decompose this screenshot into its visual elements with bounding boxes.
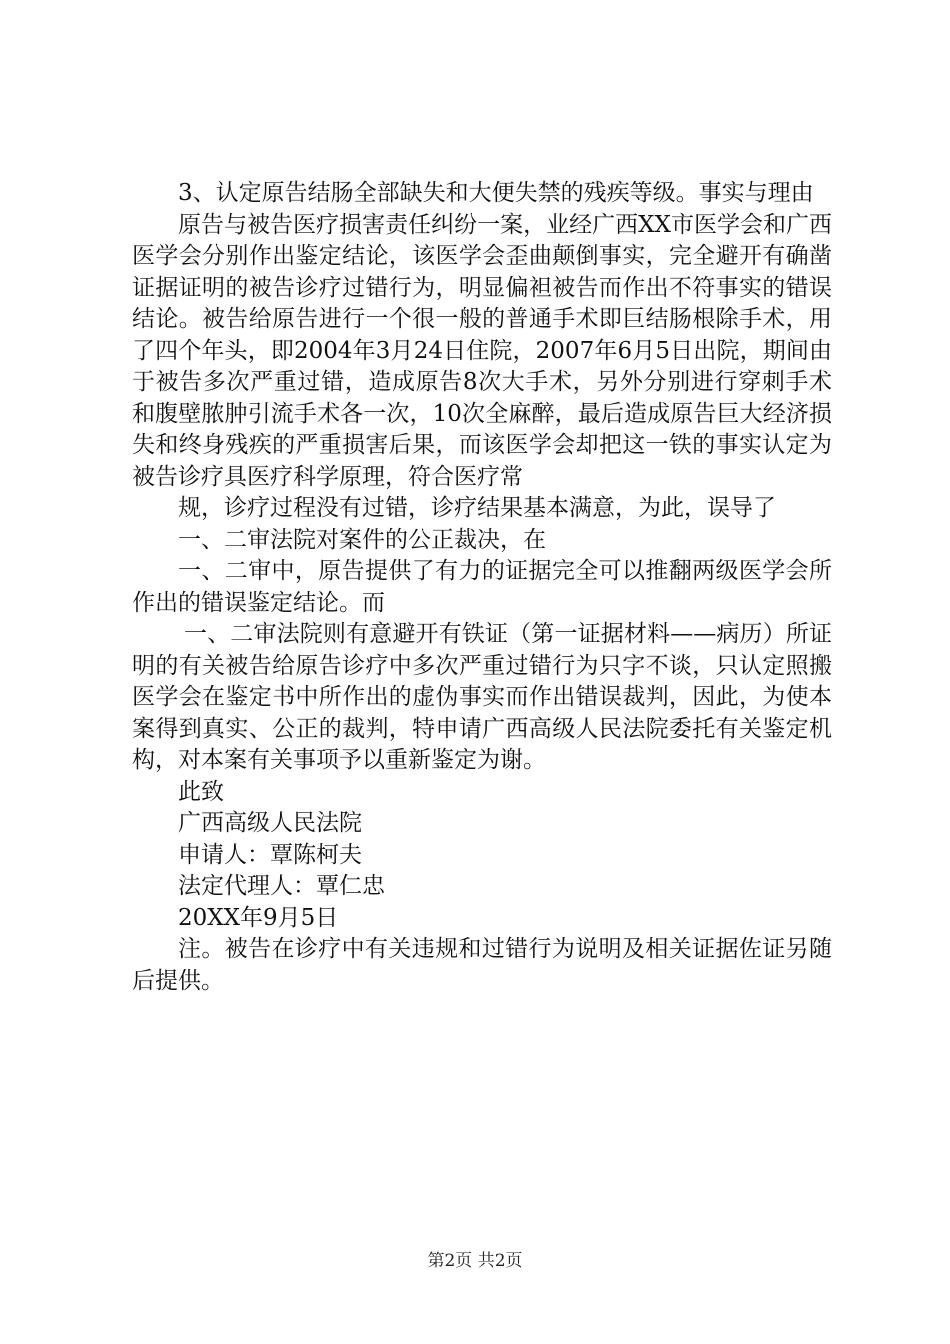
document-body [132, 178, 832, 997]
paragraph-continuation: 规，诊疗过程没有过错，诊疗结果基本满意，为此，误导了 [178, 495, 776, 521]
legal-representative: 法定代理人：覃仁忠 [178, 873, 385, 899]
paragraph-court-fragment: 一、二审法院对案件的公正裁决，在 [178, 526, 546, 553]
paragraph-note: 注。被告在诊疗中有关违规和过错行为说明及相关证据佐证另随后提供。 [132, 936, 832, 994]
page-footer: 第2页 共2页 [427, 1251, 523, 1271]
applicant: 申请人：覃陈柯夫 [178, 841, 362, 868]
paragraph-claim-3: 3、认定原告结肠全部缺失和大便失禁的残疾等级。事实与理由 [178, 180, 814, 206]
paragraph-facts: 原告与被告医疗损害责任纠纷一案，业经广西XX市医学会和广西医学会分别作出鉴定结论，该医学会歪曲颠倒事实，完全避开有确凿证据证明的被告诊疗过错行为，明显偏袒被告而作出不符事实的错误结论。被告给原告进行一个很一般的普通手术即巨结肠根除手术，用了四个年头，即2004年3月24日住院，2007年6月5日出院，期间由于被告多次严重过错，造成原告8次大手术，另外分别进行穿刺手术和腹壁脓肿引流手术各一次，10次全麻醉，最后造成原告巨大经济损失和终身残疾的严重损害后果，而该医学会却把这一铁的事实认定为被告诊疗具医疗科学原理，符合医疗常 [132, 211, 832, 490]
salutation: 此致 [178, 778, 224, 805]
addressee: 广西高级人民法院 [178, 810, 362, 836]
paragraph-request: 一、二审法院则有意避开有铁证（第一证据材料——病历）所证明的有关被告给原告诊疗中多次严重过错行为只字不谈，只认定照搬医学会在鉴定书中所作出的虚伪事实而作出错误裁判，因此，为使本案得到真实、公正的裁判，特申请广西高级人民法院委托有关鉴定机构，对本案有关事项予以重新鉴定为谢。 [132, 621, 832, 773]
paragraph-evidence: 一、二审中，原告提供了有力的证据完全可以推翻两级医学会所作出的错误鉴定结论。而 [132, 558, 832, 616]
document-date: 20XX年9月5日 [178, 904, 339, 931]
